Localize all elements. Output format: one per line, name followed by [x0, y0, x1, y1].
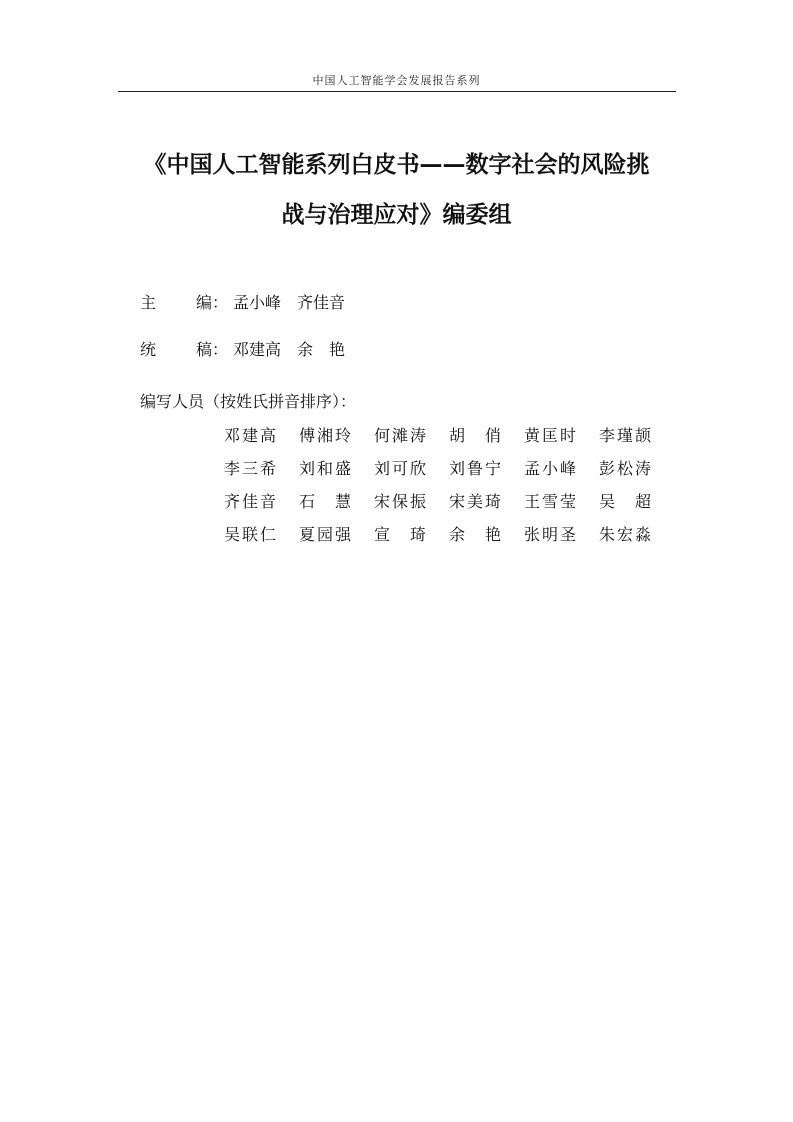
writer-name: 余 艳 [449, 525, 501, 544]
chief-editors-label-left: 主 [140, 293, 157, 312]
document-title-line-1: 《中国人工智能系列白皮书——数字社会的风险挑 [143, 152, 650, 178]
writer-name: 何滩涛 [374, 426, 426, 445]
writer-name: 宋美琦 [449, 492, 501, 511]
writer-name: 吴联仁 [224, 525, 276, 544]
running-header: 中国人工智能学会发展报告系列 [312, 74, 481, 87]
writer-name: 刘鲁宁 [449, 459, 501, 478]
writer-name: 李瑾颉 [599, 426, 651, 445]
chief-editors-label-right: 编： [196, 293, 229, 312]
writer-name: 傅湘玲 [299, 426, 351, 445]
final-review-label-right: 稿： [196, 340, 229, 359]
writer-name: 彭松涛 [599, 459, 651, 478]
writer-name: 王雪莹 [524, 492, 576, 511]
writer-name: 黄匡时 [524, 426, 576, 445]
writer-name: 孟小峰 [524, 459, 576, 478]
writer-name: 夏园强 [299, 525, 351, 544]
writer-name: 胡 俏 [449, 426, 501, 445]
writer-name: 吴 超 [599, 492, 651, 511]
writer-name: 邓建高 [224, 426, 276, 445]
writer-name: 刘可欣 [374, 459, 426, 478]
header-divider [118, 91, 676, 92]
writer-name: 齐佳音 [224, 492, 276, 511]
writer-name: 宋保振 [374, 492, 426, 511]
final-review-row [140, 337, 345, 360]
chief-editors-names: 孟小峰 齐佳音 [233, 293, 346, 312]
writer-name: 李三希 [224, 459, 276, 478]
writer-name: 刘和盛 [299, 459, 351, 478]
final-review-names: 邓建高 余 艳 [233, 340, 346, 359]
writers-list [224, 423, 674, 555]
final-review-label [140, 337, 233, 360]
writer-name: 宣 琦 [374, 525, 426, 544]
final-review-label-left: 统 [140, 340, 157, 359]
chief-editors-row [140, 290, 345, 313]
writers-label: 编写人员（按姓氏拼音排序）： [140, 392, 357, 411]
writer-name: 朱宏淼 [599, 525, 651, 544]
writer-name: 石 慧 [299, 492, 351, 511]
writer-name: 张明圣 [524, 525, 576, 544]
document-title-line-2: 战与治理应对》编委组 [281, 202, 512, 228]
chief-editors-label [140, 290, 233, 313]
